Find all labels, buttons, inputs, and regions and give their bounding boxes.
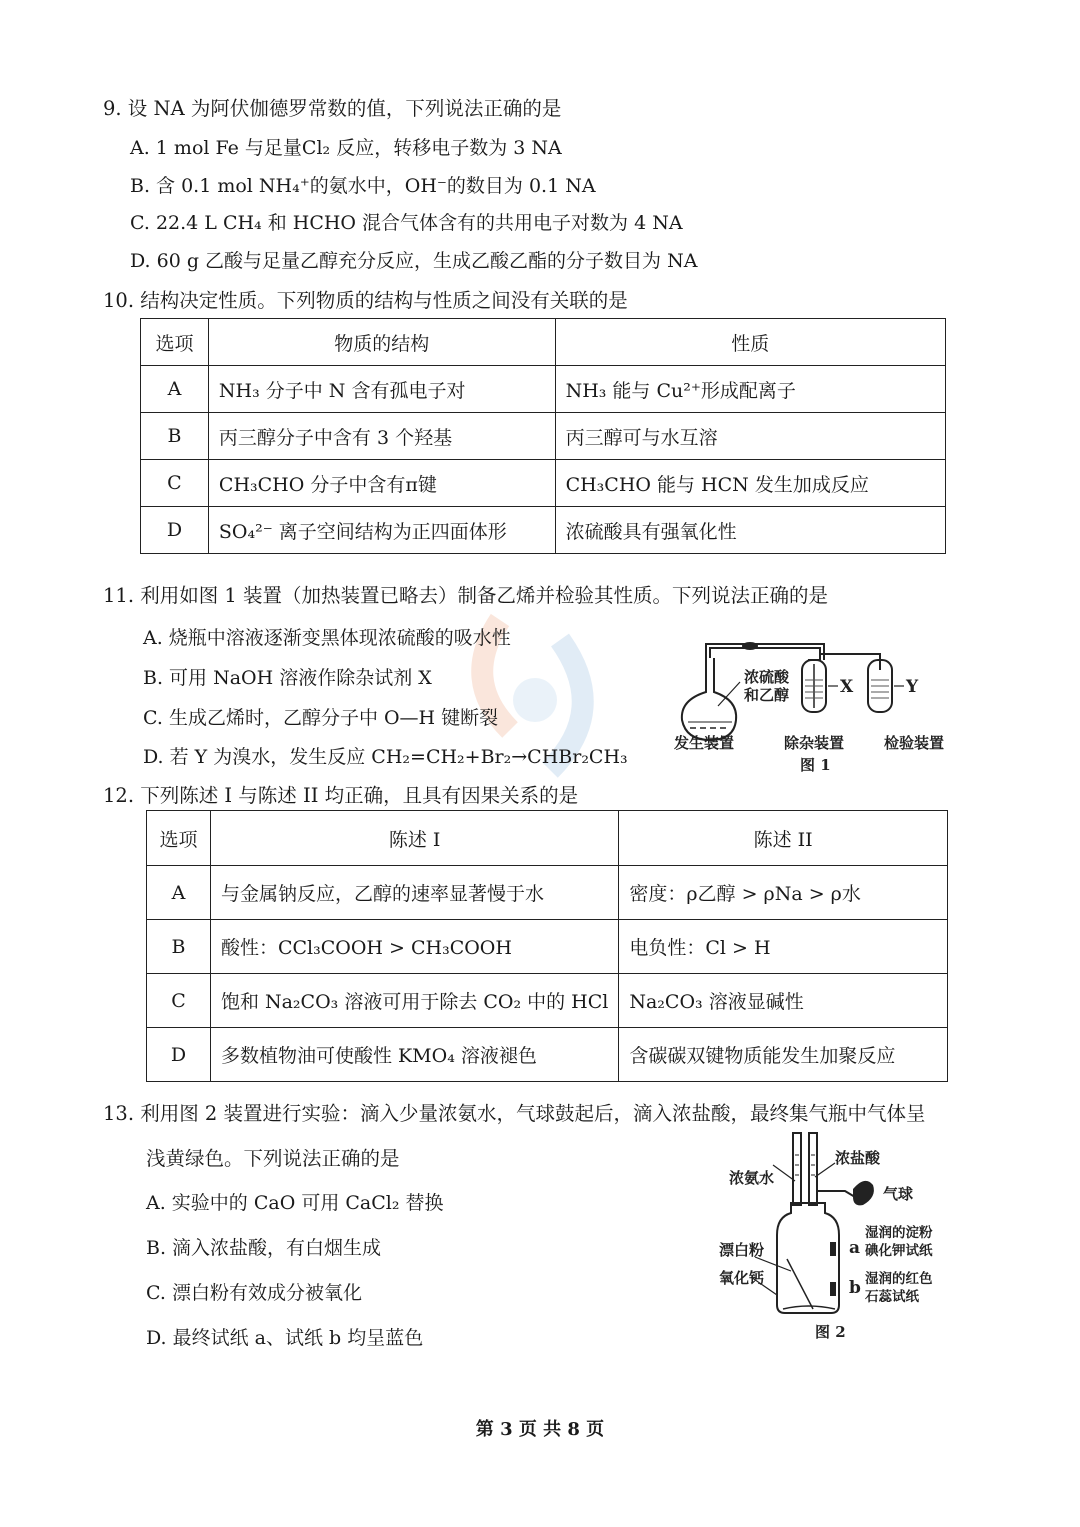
q10-header-property: 性质	[555, 319, 945, 366]
table-row	[141, 366, 946, 413]
q10-header-option: 选项	[141, 319, 209, 366]
q12-row-c-statement-1: 饱和 Na₂CO₃ 溶液可用于除去 CO₂ 中的 HCl	[210, 974, 618, 1028]
q12-header-statement-2: 陈述 II	[619, 811, 948, 866]
q12-title: 12. 下列陈述 I 与陈述 II 均正确，且具有因果关系的是	[103, 784, 579, 807]
q12-row-d-option: D	[147, 1028, 211, 1082]
q11-option-b[interactable]: B. 可用 NaOH 溶液作除杂试剂 X	[143, 667, 432, 689]
q10-row-b-property: 丙三醇可与水互溶	[555, 413, 945, 460]
q9-title: 9. 设 NA 为阿伏伽德罗常数的值，下列说法正确的是	[103, 97, 562, 120]
fig1-label-y: Y	[906, 677, 919, 697]
fig2-label-paper-b2: 石蕊试纸	[865, 1289, 919, 1305]
q10-table	[140, 318, 946, 554]
fig1-label-test: 检验装置	[884, 734, 945, 752]
q12-header-row	[147, 811, 948, 866]
q13-option-d[interactable]: D. 最终试纸 a、试纸 b 均呈蓝色	[146, 1327, 424, 1349]
q11-option-c[interactable]: C. 生成乙烯时，乙醇分子中 O—H 键断裂	[143, 707, 499, 729]
q10-row-b-option: B	[141, 413, 209, 460]
fig2-label-paper-a2: 碘化钾试纸	[865, 1243, 933, 1259]
table-row	[141, 460, 946, 507]
page-number: 第 3 页 共 8 页	[475, 1419, 605, 1440]
fig2-label-bleach: 漂白粉	[719, 1241, 765, 1259]
fig2-label-hcl: 浓盐酸	[835, 1149, 881, 1167]
q13-title: 13. 利用图 2 装置进行实验：滴入少量浓氨水，气球鼓起后，滴入浓盐酸，最终集气瓶中气体呈	[103, 1102, 926, 1125]
q12-row-b-statement-2: 电负性：Cl > H	[619, 920, 948, 974]
q10-row-c-option: C	[141, 460, 209, 507]
fig1-label-x: X	[840, 677, 854, 697]
q11-option-d[interactable]: D. 若 Y 为溴水，发生反应 CH₂=CH₂+Br₂→CHBr₂CH₃	[143, 746, 628, 768]
fig2-label-paper-b1: 湿润的红色	[865, 1271, 933, 1287]
wash-tube-icon	[802, 660, 826, 712]
figure-2-gas-bottle	[715, 1125, 960, 1365]
bottle-icon	[777, 1203, 839, 1313]
fig2-label-b: b	[849, 1278, 861, 1298]
table-row	[141, 507, 946, 554]
q12-row-b-option: B	[147, 920, 211, 974]
q11-title: 11. 利用如图 1 装置（加热装置已略去）制备乙烯并检验其性质。下列说法正确的是	[103, 584, 829, 607]
q12-row-d-statement-2: 含碳碳双键物质能发生加聚反应	[619, 1028, 948, 1082]
q10-row-c-structure: CH₃CHO 分子中含有π键	[208, 460, 555, 507]
q12-row-c-option: C	[147, 974, 211, 1028]
q10-header-row	[141, 319, 946, 366]
q10-row-a-structure: NH₃ 分子中 N 含有孤电子对	[208, 366, 555, 413]
q12-table	[146, 810, 948, 1082]
fig2-label-paper-a1: 湿润的淀粉	[865, 1225, 933, 1241]
fig1-label-reagent2: 和乙醇	[744, 686, 790, 704]
fig2-caption: 图 2	[815, 1323, 846, 1341]
table-row	[147, 974, 948, 1028]
fig2-label-balloon: 气球	[883, 1185, 914, 1203]
fig1-label-generator: 发生装置	[674, 734, 735, 752]
dropper-icon	[793, 1133, 817, 1205]
balloon-icon	[817, 1181, 874, 1206]
q10-row-b-structure: 丙三醇分子中含有 3 个羟基	[208, 413, 555, 460]
q12-header-option: 选项	[147, 811, 211, 866]
fig2-label-a: a	[849, 1238, 861, 1258]
fig2-label-cao: 氧化钙	[719, 1269, 765, 1287]
q9-option-b[interactable]: B. 含 0.1 mol NH₄⁺的氨水中，OH⁻的数目为 0.1 NA	[130, 175, 596, 197]
q10-row-d-property: 浓硫酸具有强氧化性	[555, 507, 945, 554]
fig1-label-cleaner: 除杂装置	[784, 734, 845, 752]
q10-row-d-option: D	[141, 507, 209, 554]
fig1-caption: 图 1	[800, 756, 831, 774]
q10-header-structure: 物质的结构	[208, 319, 555, 366]
q12-row-d-statement-1: 多数植物油可使酸性 KMO₄ 溶液褪色	[210, 1028, 618, 1082]
q13-title-cont: 浅黄绿色。下列说法正确的是	[146, 1147, 400, 1170]
table-row	[147, 920, 948, 974]
q9-option-d[interactable]: D. 60 g 乙酸与足量乙醇充分反应，生成乙酸乙酯的分子数目为 NA	[130, 250, 698, 272]
q10-row-d-structure: SO₄²⁻ 离子空间结构为正四面体形	[208, 507, 555, 554]
q10-row-c-property: CH₃CHO 能与 HCN 发生加成反应	[555, 460, 945, 507]
q12-row-b-statement-1: 酸性：CCl₃COOH > CH₃COOH	[210, 920, 618, 974]
q12-row-c-statement-2: Na₂CO₃ 溶液显碱性	[619, 974, 948, 1028]
table-row	[147, 1028, 948, 1082]
q10-row-a-property: NH₃ 能与 Cu²⁺形成配离子	[555, 366, 945, 413]
q12-header-statement-1: 陈述 I	[210, 811, 618, 866]
q9-option-c[interactable]: C. 22.4 L CH₄ 和 HCHO 混合气体含有的共用电子对数为 4 NA	[130, 212, 683, 234]
q13-option-a[interactable]: A. 实验中的 CaO 可用 CaCl₂ 替换	[146, 1192, 444, 1214]
fig2-label-ammonia: 浓氨水	[729, 1169, 775, 1187]
q13-option-b[interactable]: B. 滴入浓盐酸，有白烟生成	[146, 1237, 382, 1259]
q9-option-a[interactable]: A. 1 mol Fe 与足量Cl₂ 反应，转移电子数为 3 NA	[130, 137, 562, 159]
q12-row-a-statement-2: 密度：ρ乙醇 > ρNa > ρ水	[619, 866, 948, 920]
table-row	[141, 413, 946, 460]
fig1-label-reagent: 浓硫酸	[744, 668, 790, 686]
q10-title: 10. 结构决定性质。下列物质的结构与性质之间没有关联的是	[103, 289, 628, 312]
table-row	[147, 866, 948, 920]
q12-row-a-option: A	[147, 866, 211, 920]
flask-icon	[682, 658, 736, 740]
q11-option-a[interactable]: A. 烧瓶中溶液逐渐变黑体现浓硫酸的吸水性	[143, 627, 511, 649]
q12-row-a-statement-1: 与金属钠反应，乙醇的速率显著慢于水	[210, 866, 618, 920]
figure-1-ethylene-apparatus	[670, 640, 960, 780]
q10-row-a-option: A	[141, 366, 209, 413]
q13-option-c[interactable]: C. 漂白粉有效成分被氧化	[146, 1282, 362, 1304]
